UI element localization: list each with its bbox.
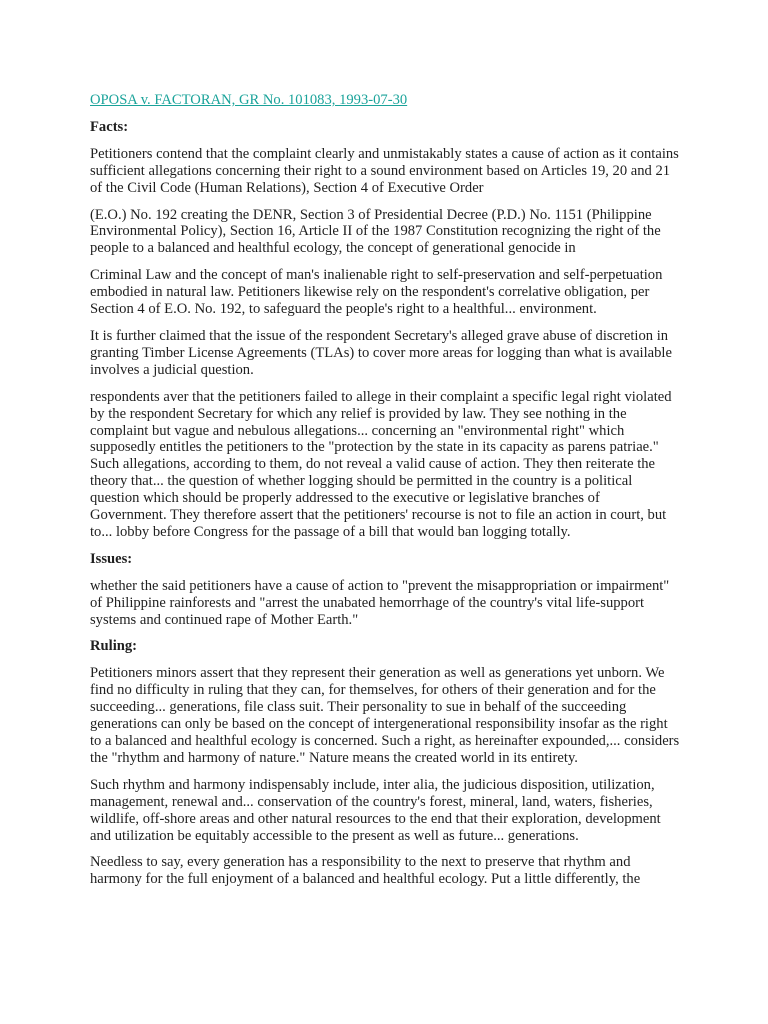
facts-paragraph-4: It is further claimed that the issue of the respondent Secretary's alleged grave abuse of discretion in granting Timber License Agreements (TLAs) to cover more areas for logging than what is available involves a judicial question. (90, 327, 672, 378)
ruling-paragraph-3: Needless to say, every generation has a responsibility to the next to preserve that rhythm and harmony for the full enjoyment of a balanced and healthful ecology. Put a little differently, the (90, 854, 641, 888)
facts-heading: Facts: (90, 118, 129, 135)
facts-paragraph-2: (E.O.) No. 192 creating the DENR, Section 3 of Presidential Decree (P.D.) No. 1151 (Philippine Environmental Policy), Section 16, Article II of the 1987 Constitution recognizing the right of the people to a balanced and healthful ecology, the concept of generational genocide in (90, 206, 661, 257)
ruling-paragraph-2: Such rhythm and harmony indispensably include, inter alia, the judicious disposition, utilization, management, renewal and... conservation of the country's forest, mineral, land, waters, fisheries, wildlife, off-shore areas and other natural resources to the end that their exploration, development and utilization be equitably accessible to the present as well as future... generations. (90, 776, 661, 844)
document-page (90, 92, 680, 898)
case-title-link[interactable]: OPOSA v. FACTORAN, GR No. 101083, 1993-07-30 (90, 92, 408, 108)
issues-heading: Issues: (90, 550, 133, 567)
ruling-paragraph-1: Petitioners minors assert that they represent their generation as well as generations yet unborn. We find no difficulty in ruling that they can, for themselves, for others of their generation and for the succeeding... generations, file class suit. Their personality to sue in behalf of the succeeding generations can only be based on the concept of intergenerational responsibility insofar as the right to a balanced and healthful ecology is concerned. Such a right, as hereinafter expounded,... considers the "rhythm and harmony of nature." Nature means the created world in its entirety. (90, 665, 680, 766)
ruling-heading: Ruling: (90, 638, 138, 655)
issues-paragraph-1: whether the said petitioners have a cause of action to "prevent the misappropriation or impairment" of Philippine rainforests and "arrest the unabated hemorrhage of the country's vital life-support systems and continued rape of Mother Earth." (90, 577, 670, 628)
facts-paragraph-3: Criminal Law and the concept of man's inalienable right to self-preservation and self-perpetuation embodied in natural law. Petitioners likewise rely on the respondent's correlative obligation, per Section 4 of E.O. No. 192, to safeguard the people's right to a healthful... environment. (90, 267, 663, 318)
facts-paragraph-1: Petitioners contend that the complaint clearly and unmistakably states a cause of action as it contains sufficient allegations concerning their right to a sound environment based on Articles 19, 20 and 21 of the Civil Code (Human Relations), Section 4 of Executive Order (90, 145, 679, 196)
facts-paragraph-5: respondents aver that the petitioners failed to allege in their complaint a specific legal right violated by the respondent Secretary for which any relief is provided by law. They see nothing in the complaint but vague and nebulous allegations... concerning an "environmental right" which supposedly entitles the petitioners to the "protection by the state in its capacity as parens patriae." Such allegations, according to them, do not reveal a valid cause of action. They then reiterate the theory that... the question of whether logging should be permitted in the country is a political question which should be properly addressed to the executive or legislative branches of Government. They therefore assert that the petitioners' recourse is not to file an action in court, but to... lobby before Congress for the passage of a bill that would ban logging totally. (90, 388, 672, 540)
